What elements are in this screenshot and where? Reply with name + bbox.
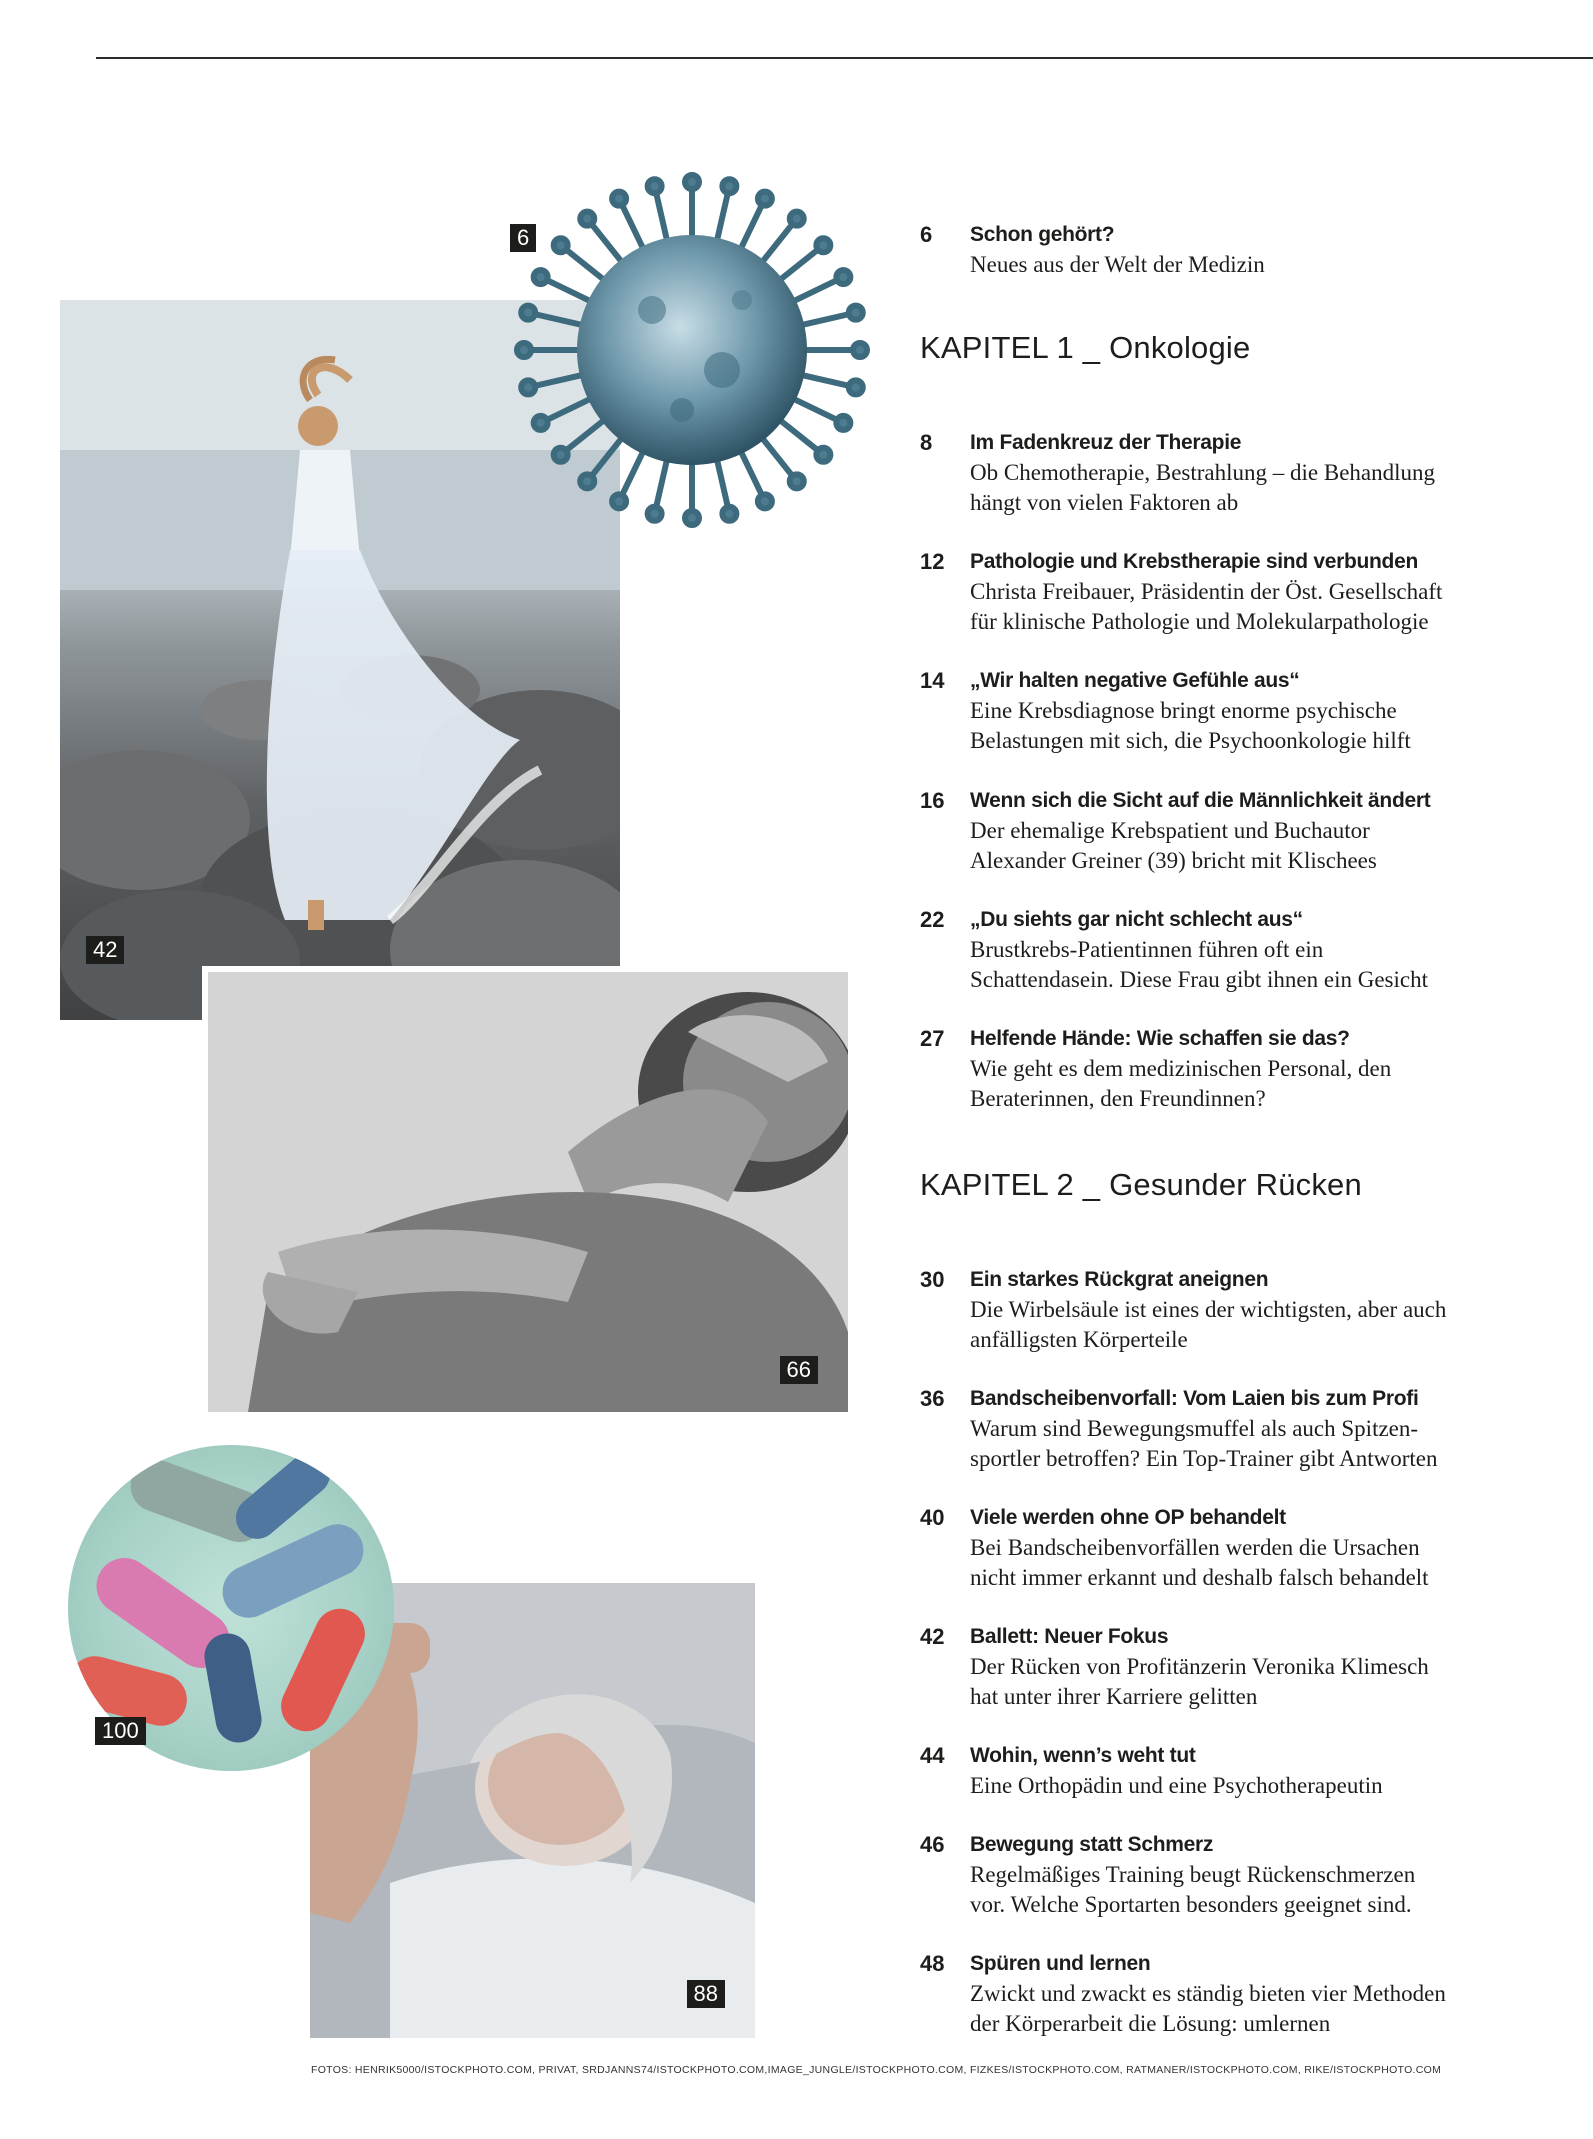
toc-entry-page-number: 36 [920, 1386, 945, 1411]
toc-entry-22[interactable] [920, 905, 1520, 995]
toc-entry-page-number: 16 [920, 788, 945, 813]
virus-spike-tip [580, 212, 594, 226]
virus-spike-tip [790, 212, 804, 226]
toc-entry-title: Bandscheibenvorfall: Vom Laien bis zum Profi [970, 1387, 1419, 1410]
toc-entry-36[interactable] [920, 1384, 1520, 1474]
toc-entry-description: Eine Orthopädin und eine Psychotherapeutin [970, 1773, 1383, 1798]
virus-spike-tip [534, 416, 548, 430]
toc-entry-description: Regelmäßiges Training beugt Rückenschmerzen [970, 1862, 1416, 1887]
virus-spike-tip [836, 416, 850, 430]
toc-entry-description: Belastungen mit sich, die Psychoonkologie hilft [970, 728, 1411, 753]
virus-spike-tip [534, 270, 548, 284]
page-badge-42: 42 [86, 936, 124, 964]
toc-entry-page-number: 42 [920, 1624, 945, 1649]
toc-entry-12[interactable] [920, 547, 1520, 637]
toc-entry-title: Im Fadenkreuz der Therapie [970, 431, 1242, 454]
virus-spike-tip [849, 306, 863, 320]
toc-entry-page-number: 27 [920, 1026, 945, 1051]
toc-entry-42[interactable] [920, 1622, 1520, 1712]
toc-entry-44[interactable] [920, 1741, 1520, 1801]
toc-entry-title: Schon gehört? [970, 223, 1115, 246]
virus-spike-tip [790, 474, 804, 488]
toc-entry-page-number: 12 [920, 549, 945, 574]
toc-entry-title: Spüren und lernen [970, 1952, 1151, 1975]
toc-entry-description: hängt von vielen Faktoren ab [970, 490, 1239, 515]
virus-spike-tip [722, 179, 736, 193]
toc-entry-30[interactable] [920, 1265, 1520, 1355]
toc-entry-48[interactable] [920, 1949, 1520, 2039]
virus-photo [512, 170, 872, 530]
toc-entry-40[interactable] [920, 1503, 1520, 1593]
toc-entry-description: Wie geht es dem medizinischen Personal, den [970, 1056, 1392, 1081]
man-photo [202, 966, 848, 1412]
toc-entry-description: Die Wirbelsäule ist eines der wichtigsten, aber auch [970, 1297, 1447, 1322]
toc-entry-46[interactable] [920, 1830, 1520, 1920]
toc-entry-description: Neues aus der Welt der Medizin [970, 252, 1265, 277]
toc-entry-description: hat unter ihrer Karriere gelitten [970, 1684, 1258, 1709]
toc-entry-description: nicht immer erkannt und deshalb falsch behandelt [970, 1565, 1429, 1590]
toc-entry-description: sportler betroffen? Ein Top-Trainer gibt Antworten [970, 1446, 1438, 1471]
toc-entry-description: Bei Bandscheibenvorfällen werden die Ursachen [970, 1535, 1420, 1560]
toc-entry-title: Ballett: Neuer Fokus [970, 1625, 1169, 1648]
toc-entry-description: Zwickt und zwackt es ständig bieten vier Methoden [970, 1981, 1446, 2006]
virus-spike-tip [580, 474, 594, 488]
virus-spike-tip [521, 380, 535, 394]
virus-spike-tip [816, 238, 830, 252]
toc-entry-description: Beraterinnen, den Freundinnen? [970, 1086, 1266, 1111]
toc-entry-title: „Wir halten negative Gefühle aus“ [970, 669, 1300, 692]
top-rule [96, 57, 1593, 59]
toc-entry-page-number: 46 [920, 1832, 945, 1857]
toc-entry-page-number: 40 [920, 1505, 945, 1530]
toc-entry-8[interactable] [920, 428, 1520, 518]
virus-spike-tip [521, 306, 535, 320]
toc-entry-title: Wohin, wenn’s weht tut [970, 1744, 1196, 1767]
virus-spike-tip [685, 511, 699, 525]
page-badge-100: 100 [95, 1717, 146, 1745]
virus-spike-tip [554, 238, 568, 252]
virus-spike-tip [849, 380, 863, 394]
man-illustration [208, 972, 848, 1412]
virus-spike-tip [853, 343, 867, 357]
toc-entry-page-number: 6 [920, 222, 933, 247]
toc-entry-description: Christa Freibauer, Präsidentin der Öst. Gesellschaft [970, 579, 1443, 604]
virus-spike-tip [648, 179, 662, 193]
virus-spike-tip [758, 494, 772, 508]
toc-entry-title: Helfende Hände: Wie schaffen sie das? [970, 1027, 1350, 1050]
page-badge-6: 6 [510, 224, 536, 252]
virus-spike-tip [836, 270, 850, 284]
toc-entry-page-number: 44 [920, 1743, 945, 1768]
virus-spike-tip [685, 175, 699, 189]
toc-entry-description: für klinische Pathologie und Molekularpathologie [970, 609, 1429, 634]
virus-spike-tip [612, 494, 626, 508]
photo-credits: FOTOS: HENRIK5000/ISTOCKPHOTO.COM, PRIVAT, SRDJANNS74/ISTOCKPHOTO.COM,IMAGE_JUNGLE/ISTOCKPHOTO.COM, FIZKES/ISTOCKPHOTO.COM, RATMANER/ISTOCKPHOTO.COM, RIKE/ISTOCKPHOTO.COM [311, 2064, 1442, 2076]
toc-entry-description: Ob Chemotherapie, Bestrahlung – die Behandlung [970, 460, 1436, 485]
virus-spike-tip [648, 507, 662, 521]
toc-entry-title: Bewegung statt Schmerz [970, 1833, 1214, 1856]
toc-entry-title: Viele werden ohne OP behandelt [970, 1506, 1286, 1529]
toc-entry-title: Wenn sich die Sicht auf die Männlichkeit ändert [970, 789, 1431, 812]
toc-entry-description: Der Rücken von Profitänzerin Veronika Klimesch [970, 1654, 1429, 1679]
toc-entry-description: vor. Welche Sportarten besonders geeignet sind. [970, 1892, 1412, 1917]
toc-entry-16[interactable] [920, 786, 1520, 876]
virus-spike-tip [816, 448, 830, 462]
virus-illustration [512, 170, 872, 530]
toc-entry-description: Der ehemalige Krebspatient und Buchautor [970, 818, 1370, 843]
toc-entry-title: Pathologie und Krebstherapie sind verbunden [970, 550, 1418, 573]
toc-entry-page-number: 30 [920, 1267, 945, 1292]
toc-entry-title: „Du siehts gar nicht schlecht aus“ [970, 908, 1303, 931]
toc-entry-page-number: 8 [920, 430, 933, 455]
toc-entry-page-number: 22 [920, 907, 945, 932]
chapter-heading-1: KAPITEL 1 _ Onkologie [920, 330, 1251, 365]
page-badge-88: 88 [687, 1980, 725, 2008]
toc-entry-14[interactable] [920, 666, 1520, 756]
toc-entry-description: Brustkrebs-Patientinnen führen oft ein [970, 937, 1324, 962]
toc-entry-page-number: 48 [920, 1951, 945, 1976]
toc-entry-page-number: 14 [920, 668, 945, 693]
page-badge-66: 66 [780, 1356, 818, 1384]
chapter-heading-2: KAPITEL 2 _ Gesunder Rücken [920, 1167, 1362, 1202]
toc-entry-description: der Körperarbeit die Lösung: umlernen [970, 2011, 1331, 2036]
virus-spike-tip [722, 507, 736, 521]
toc-entry-description: Schattendasein. Diese Frau gibt ihnen ein Gesicht [970, 967, 1428, 992]
virus-spike-tip [554, 448, 568, 462]
virus-spike-tip [517, 343, 531, 357]
toc-entry-title: Ein starkes Rückgrat aneignen [970, 1268, 1269, 1291]
toc-entry-intro[interactable] [920, 220, 1520, 280]
virus-spike-tip [612, 192, 626, 206]
toc-entry-description: anfälligsten Körperteile [970, 1327, 1188, 1352]
virus-spike-tip [758, 192, 772, 206]
toc-entry-description: Warum sind Bewegungsmuffel als auch Spitzen- [970, 1416, 1419, 1441]
toc-entry-27[interactable] [920, 1024, 1520, 1114]
toc-entry-description: Eine Krebsdiagnose bringt enorme psychische [970, 698, 1397, 723]
toc-entry-description: Alexander Greiner (39) bricht mit Klischees [970, 848, 1377, 873]
